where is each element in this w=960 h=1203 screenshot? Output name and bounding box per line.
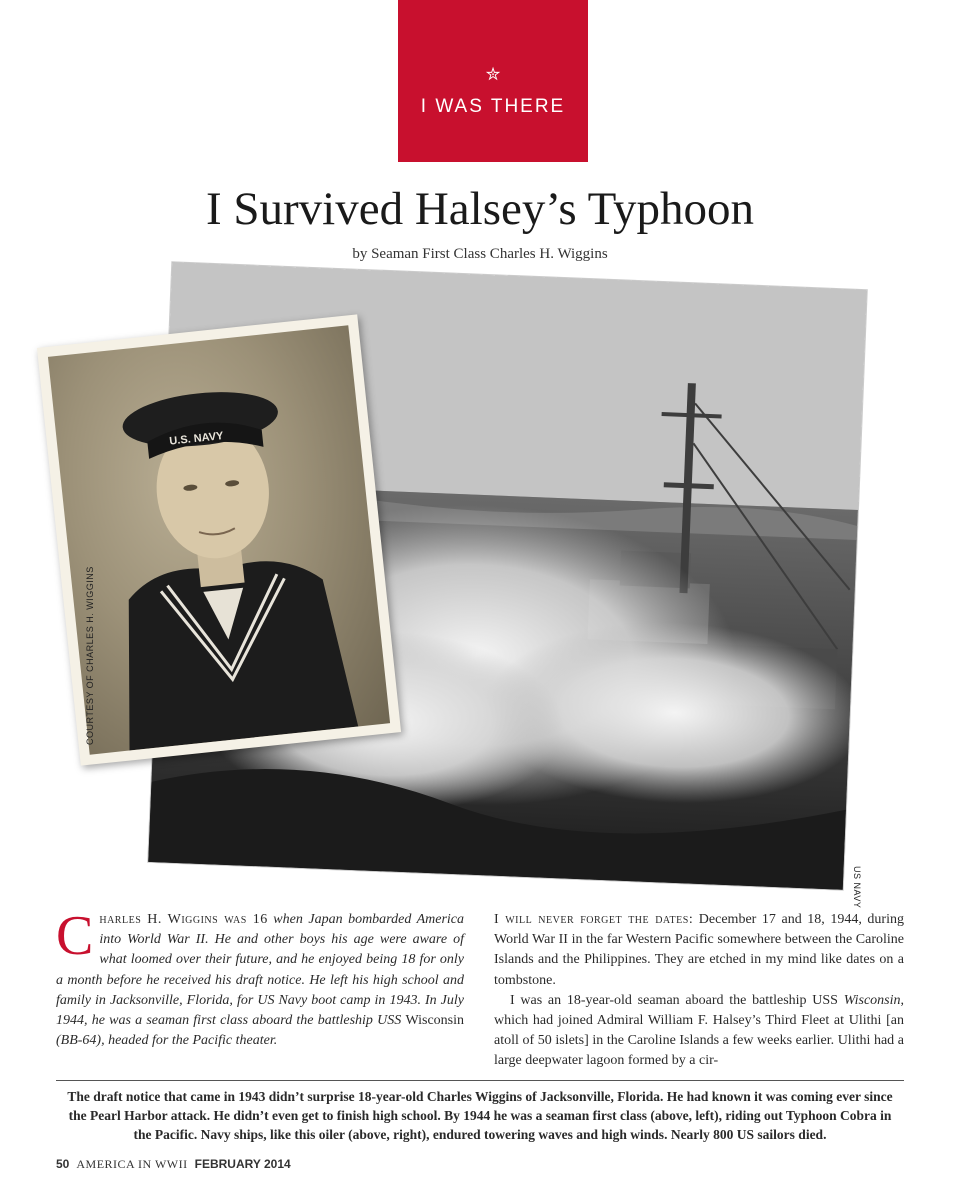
magazine-name: AMERICA IN WWII <box>76 1157 188 1171</box>
body-column <box>494 910 904 1072</box>
issue-date: FEBRUARY 2014 <box>194 1157 291 1171</box>
page-footer <box>56 1157 291 1172</box>
article-byline: by Seaman First Class Charles H. Wiggins <box>352 246 608 262</box>
cap-ribbon-text: U.S. NAVY <box>168 430 224 448</box>
star-icon: ✮ <box>485 64 501 85</box>
intro-text-end: (BB-64), headed for the Pacific theater. <box>56 1033 278 1049</box>
body-p2-text: I was an 18-year-old seaman aboard the battleship USS <box>510 992 844 1008</box>
ship-photo-credit: US NAVY <box>852 866 862 909</box>
caption-divider <box>56 1080 904 1081</box>
body-p1-text: December 17 and 18, 1944, during World War II in the far Western Pacific somewhere between the Caroline Islands and the Philippines. They are etched in my mind like dates on a tombstone. <box>494 912 904 988</box>
section-label: I WAS THERE <box>420 96 566 117</box>
intro-text: when Japan bombarded America into World War II. He and other boys his age were aware of what loomed over their future, and he enjoyed being 18 for only a month before he received his draft notice. He left his high school and family in Jacksonville, Florida, for US Navy boot camp in 1943. In July 1944, he was a seaman first class aboard the battleship USS <box>56 912 464 1029</box>
body-paragraph-1 <box>494 910 904 991</box>
photo-caption: The draft notice that came in 1943 didn’t surprise 18-year-old Charles Wiggins of Jacksonville, Florida. He had known it was coming ever since the Pearl Harbor attack. He didn’t even get to finish high school. By 1944 he was a seaman first class (above, left), riding out Typhoon Cobra in the Pacific. Navy ships, like this oiler (above, right), endured towering waves and high winds. Nearly 800 US sailors died. <box>67 1089 893 1142</box>
body-paragraph-2 <box>494 991 904 1072</box>
page-number: 50 <box>56 1157 70 1171</box>
section-tab <box>398 0 588 162</box>
intro-ship-name: Wisconsin <box>405 1013 464 1029</box>
body-p2-text-end: , which had joined Admiral William F. Halsey’s Third Fleet at Ulithi [an atoll of 50 islets] in the Caroline Islands a few weeks earlier. Ulithi had a large deepwater lagoon formed by a cir- <box>494 992 904 1069</box>
dropcap: C <box>56 905 94 967</box>
portrait-photo-credit: COURTESY OF CHARLES H. WIGGINS <box>85 566 95 745</box>
body-lead-in: I will never forget the dates: <box>494 912 694 927</box>
article-title: I Survived Halsey’s Typhoon <box>205 183 755 235</box>
intro-lead-in: harles H. Wiggins was 16 <box>99 912 268 927</box>
intro-paragraph <box>56 905 464 1051</box>
body-ship-name: Wisconsin <box>843 992 901 1008</box>
intro-column <box>56 905 464 1051</box>
